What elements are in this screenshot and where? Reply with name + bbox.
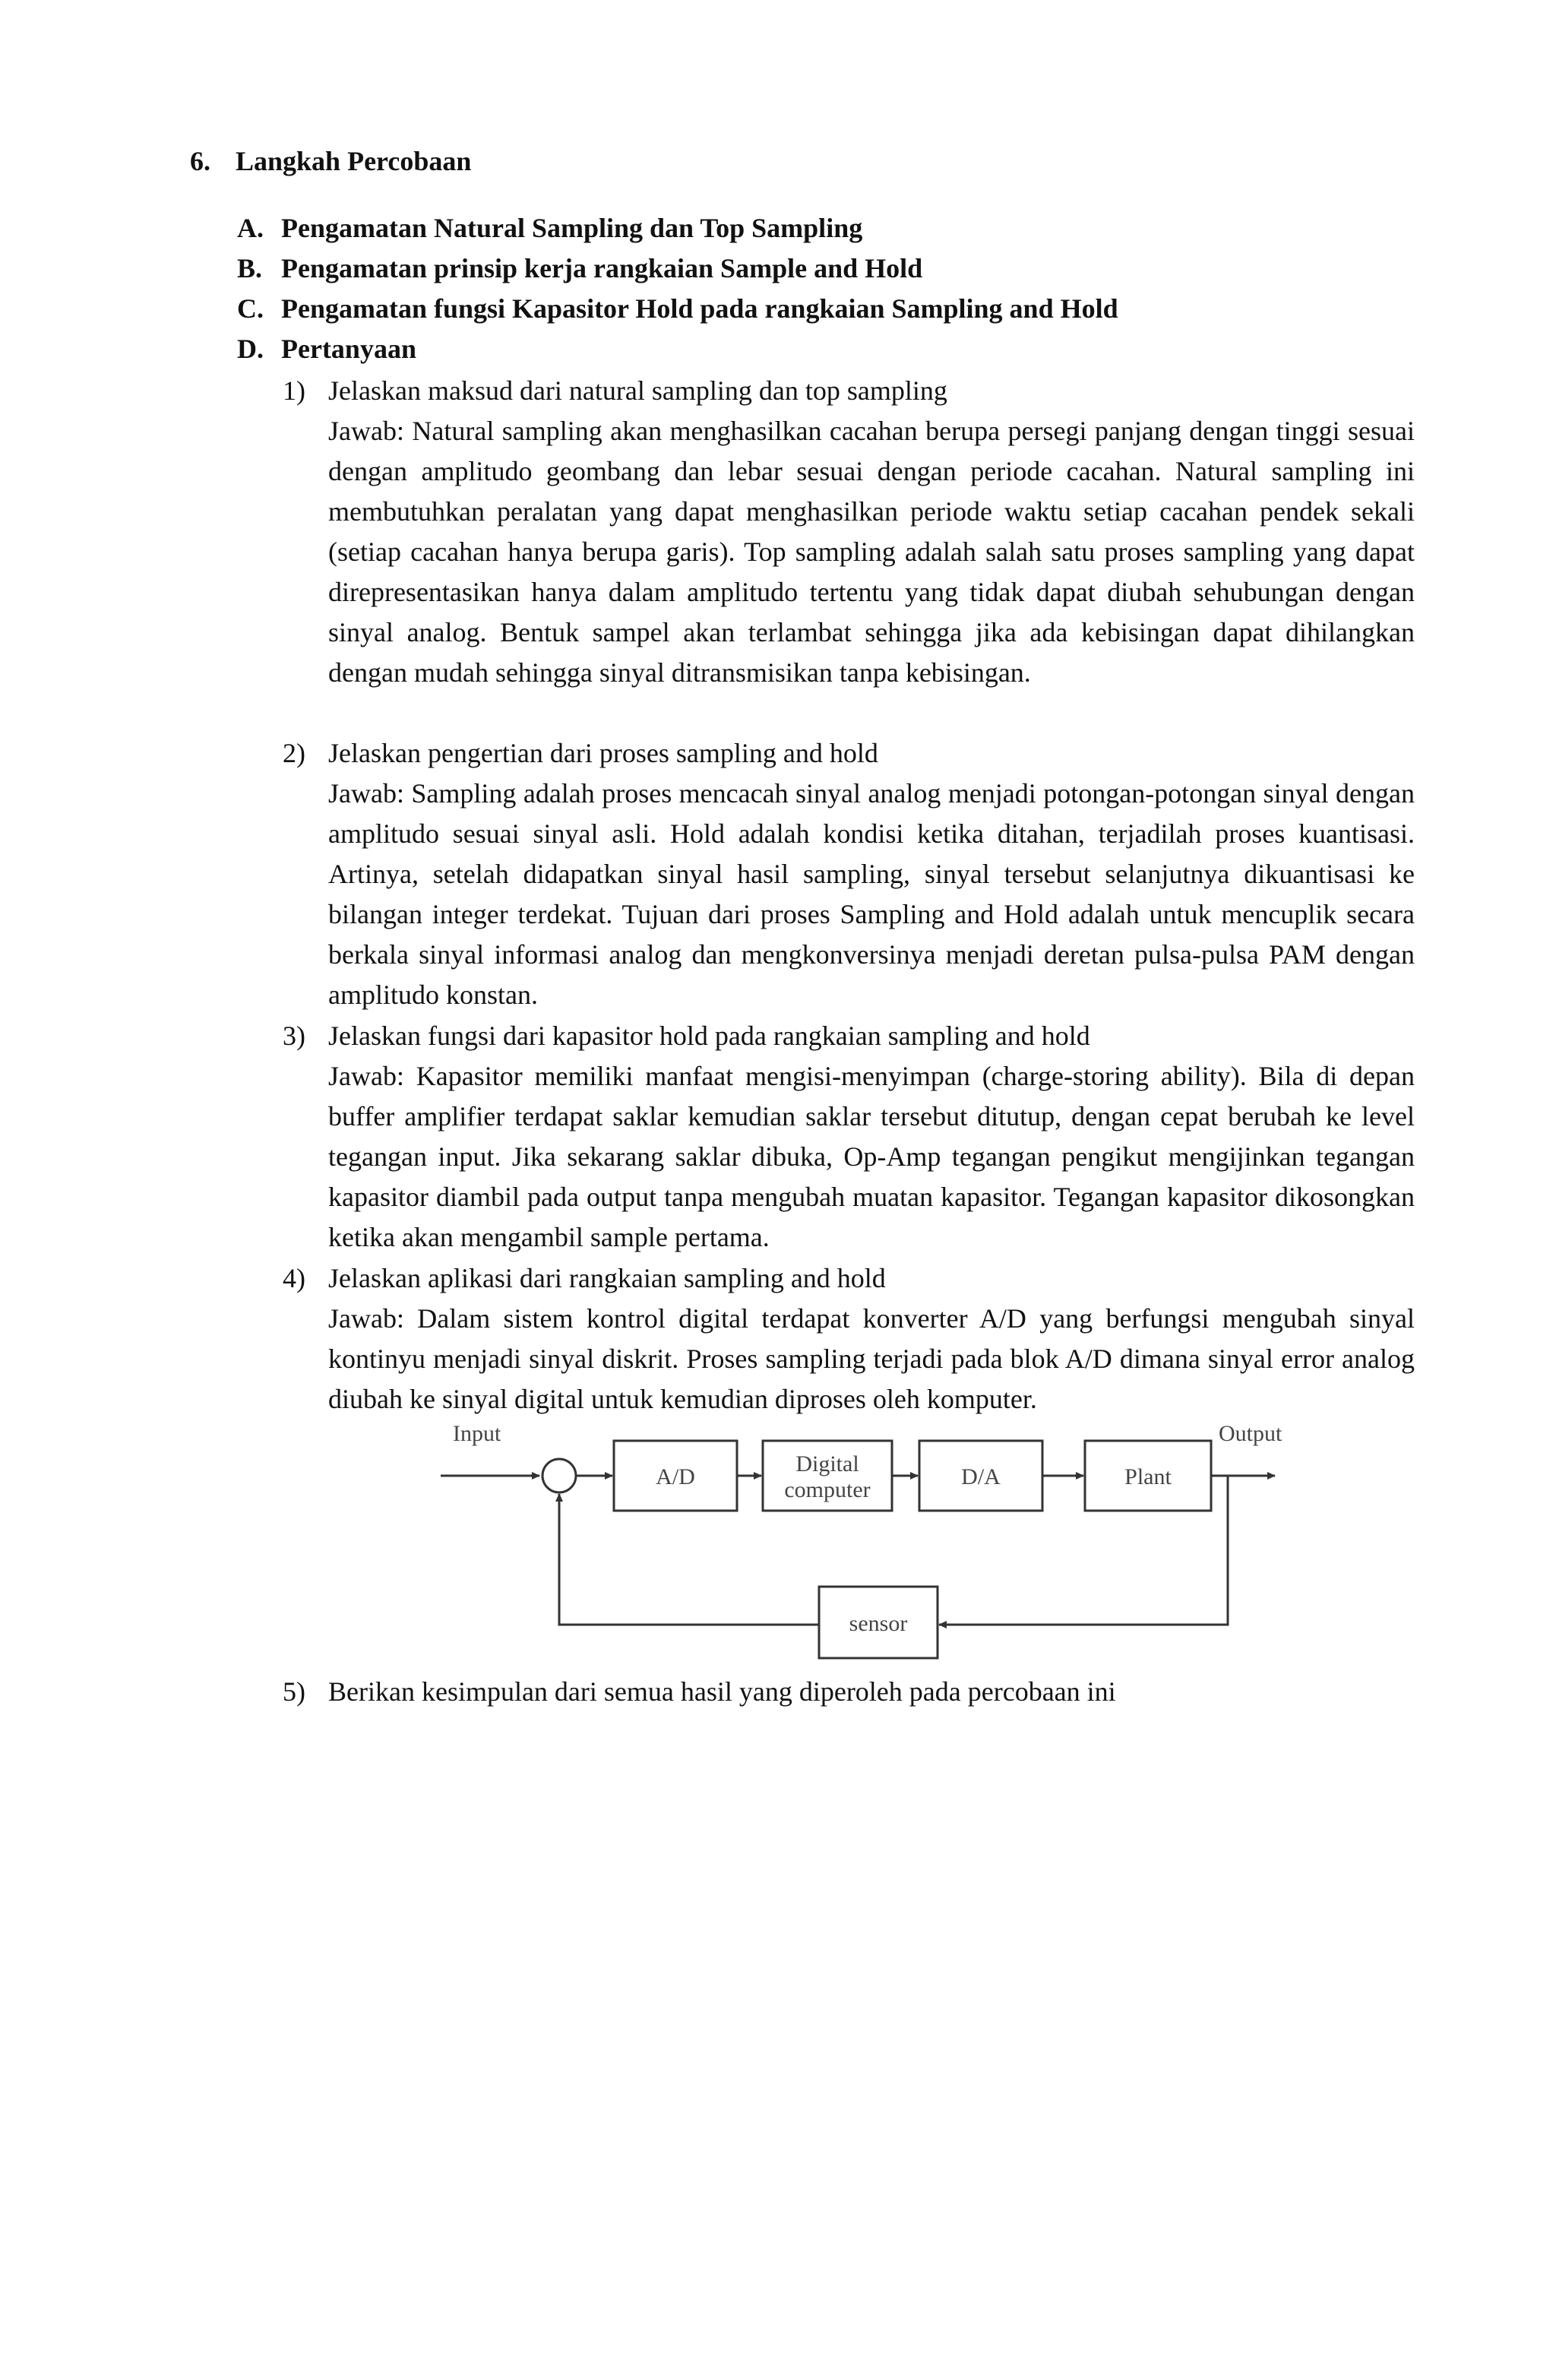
subsection-title: Pertanyaan <box>281 334 416 364</box>
question-number: 3) <box>283 1021 305 1051</box>
digital-computer-label-line1: Digital <box>795 1451 859 1476</box>
digital-computer-label-line2: computer <box>784 1477 871 1502</box>
subsection-letter: D. <box>237 334 264 364</box>
answer-text: Jawab: Dalam sistem kontrol digital terdapat konverter A/D yang berfungsi mengubah sinyal kontinyu menjadi sinyal diskrit. Proses sampling terjadi pada blok A/D dimana sinyal error analog diubah ke sinyal digital untuk kemudian diproses oleh komputer. <box>328 1303 1415 1414</box>
question-5 <box>283 1672 1415 1712</box>
ad-label: A/D <box>656 1464 695 1489</box>
subsection-letter: B. <box>237 253 263 283</box>
subsection-title: Pengamatan prinsip kerja rangkaian Sample and Hold <box>281 253 923 283</box>
question-text: Jelaskan maksud dari natural sampling dan top sampling <box>328 375 947 406</box>
subsection-letter: A. <box>237 213 264 243</box>
subsection-b <box>237 250 922 286</box>
question-number: 4) <box>283 1263 305 1293</box>
subsection-letter: C. <box>237 293 264 324</box>
output-label: Output <box>1219 1421 1282 1446</box>
answer-text: Jawab: Kapasitor memiliki manfaat mengisi-menyimpan (charge-storing ability). Bila di depan buffer amplifier terdapat saklar kemudian saklar tersebut ditutup, dengan cepat berubah ke level tegangan input. Jika sekarang saklar dibuka, Op-Amp tegangan pengikut mengijinkan tegangan kapasitor diambil pada output tanpa mengubah muatan kapasitor. Tegangan kapasitor dikosongkan ketika akan mengambil sample pertama. <box>328 1061 1415 1252</box>
question-text: Jelaskan aplikasi dari rangkaian sampling and hold <box>328 1263 886 1293</box>
question-text: Jelaskan fungsi dari kapasitor hold pada rangkaian sampling and hold <box>328 1021 1090 1051</box>
input-label: Input <box>453 1421 501 1446</box>
subsection-a <box>237 210 862 246</box>
question-text: Jelaskan pengertian dari proses sampling and hold <box>328 738 878 768</box>
question-3 <box>283 1016 1415 1258</box>
question-1 <box>283 371 1415 693</box>
section-heading <box>190 143 471 179</box>
feedback-line-to-summing <box>559 1494 819 1625</box>
question-number: 1) <box>283 375 305 406</box>
section-number: 6. <box>190 146 210 176</box>
control-system-diagram <box>425 1415 1307 1673</box>
question-2 <box>283 733 1415 1015</box>
subsection-title: Pengamatan Natural Sampling dan Top Sampling <box>281 213 863 243</box>
question-4 <box>283 1258 1415 1419</box>
question-number: 5) <box>283 1676 305 1707</box>
summing-junction <box>542 1459 576 1492</box>
subsection-d <box>237 331 416 367</box>
da-label: D/A <box>961 1464 1001 1489</box>
section-title: Langkah Percobaan <box>236 146 472 176</box>
sensor-label: sensor <box>849 1611 908 1636</box>
question-number: 2) <box>283 738 305 768</box>
plant-label: Plant <box>1124 1464 1172 1489</box>
question-text: Berikan kesimpulan dari semua hasil yang diperoleh pada percobaan ini <box>328 1676 1116 1707</box>
answer-text: Jawab: Natural sampling akan menghasilkan cacahan berupa persegi panjang dengan tinggi sesuai dengan amplitudo geombang dan lebar sesuai dengan periode cacahan. Natural sampling ini membutuhkan peralatan yang dapat menghasilkan periode waktu setiap cacahan pendek sekali (setiap cacahan hanya berupa garis). Top sampling adalah salah satu proses sampling yang dapat direpresentasikan hanya dalam amplitudo tertentu yang tidak dapat diubah sehubungan dengan sinyal analog. Bentuk sampel akan terlambat sehingga jika ada kebisingan dapat dihilangkan dengan mudah sehingga sinyal ditransmisikan tanpa kebisingan. <box>328 416 1415 688</box>
subsection-c <box>237 290 1118 327</box>
answer-text: Jawab: Sampling adalah proses mencacah sinyal analog menjadi potongan-potongan sinyal dengan amplitudo sesuai sinyal asli. Hold adalah kondisi ketika ditahan, terjadilah proses kuantisasi. Artinya, setelah didapatkan sinyal hasil sampling, sinyal tersebut selanjutnya dikuantisasi ke bilangan integer terdekat. Tujuan dari proses Sampling and Hold adalah untuk mencuplik secara berkala sinyal informasi analog dan mengkonversinya menjadi deretan pulsa-pulsa PAM dengan amplitudo konstan. <box>328 778 1415 1010</box>
subsection-title: Pengamatan fungsi Kapasitor Hold pada rangkaian Sampling and Hold <box>281 293 1118 324</box>
